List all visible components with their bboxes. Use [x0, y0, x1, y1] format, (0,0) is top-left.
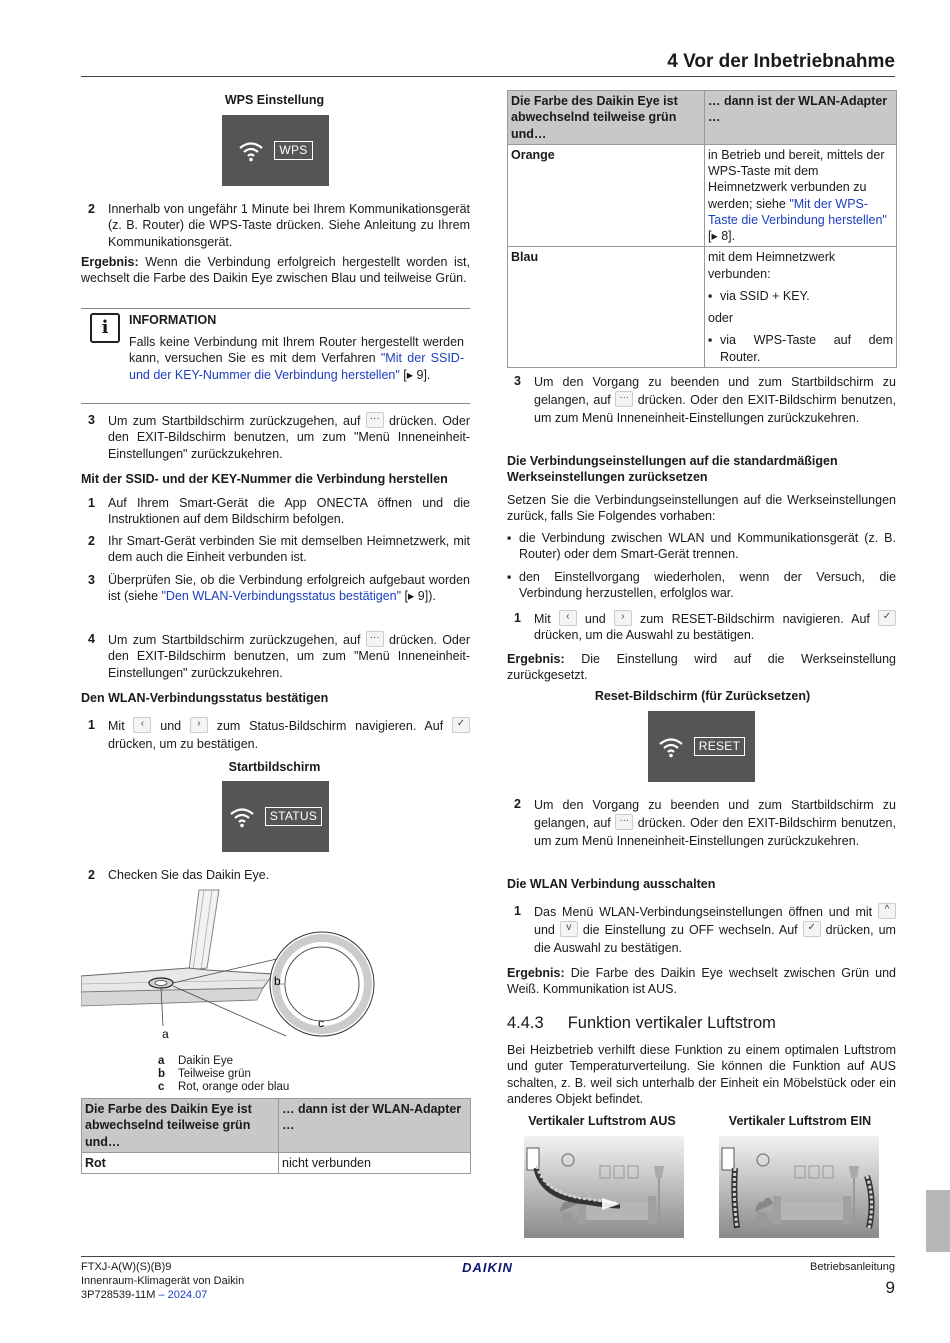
dots-icon[interactable]: ···: [615, 391, 633, 407]
down-arrow-icon[interactable]: v: [560, 921, 578, 937]
eye-color-table-right: [507, 90, 897, 368]
table-row: Rot nicht verbunden: [82, 1152, 471, 1173]
dots-icon[interactable]: ···: [615, 814, 633, 830]
figure-legend: [158, 1055, 289, 1095]
reset-intro: Setzen Sie die Verbindungseinstellungen auf die Werkseinstellungen zurück, falls Sie Folgendes vorhaben:: [507, 493, 896, 524]
reset-bullet: ▪ die Verbindung zwischen WLAN und Kommunikationsgerät (z. B. Router) oder dem Smart-Gerät trennen.: [507, 531, 896, 562]
info-title: INFORMATION: [129, 313, 217, 327]
status-step-2: 2 Checken Sie das Daikin Eye.: [88, 868, 270, 882]
check-icon[interactable]: ✓: [803, 921, 821, 937]
off-step-1: 1 Das Menü WLAN-Verbindungseinstellungen öffnen und mit ^ und v die Einstellung zu OFF wechseln. Auf ✓ drücken, um die Auswahl zu bestätigen.: [514, 904, 896, 956]
wps-display: [222, 115, 329, 186]
wifi-icon: [229, 806, 255, 828]
reset-step-2: 2 Um den Vorgang zu beenden und zum Startbildschirm zu gelangen, auf ··· drücken. Oder den EXIT-Bildschirm benutzen, um zum Menü Inneneinheit-Einstellungen zurückzukehren.: [514, 797, 896, 849]
legend-item: a Daikin Eye: [158, 1055, 233, 1067]
dots-icon[interactable]: ···: [366, 412, 384, 428]
airflow-on-caption: Vertikaler Luftstrom EIN: [728, 1114, 872, 1128]
status-label: STATUS: [265, 807, 322, 827]
info-link[interactable]: "Mit der SSID- und der KEY-Nummer die Verbindung herstellen": [129, 351, 464, 382]
airflow-off-illustration: [524, 1136, 684, 1238]
check-icon[interactable]: ✓: [878, 610, 896, 626]
eye-color-table-left: [81, 1098, 471, 1174]
table-header-row: Die Farbe des Daikin Eye ist abwechselnd teilweise grün und… … dann ist der WLAN-Adapter …: [508, 91, 897, 145]
section-heading: 4.4.3 Funktion vertikaler Luftstrom: [507, 1014, 776, 1032]
ssid-step-4: 4 Um zum Startbildschirm zurückzugehen, auf ··· drücken. Oder den EXIT-Bildschirm benutzen, um zum "Menü Inneneinheit-Einstellungen" zurückzukehren.: [88, 632, 470, 680]
table-row: Blau mit dem Heimnetzwerk verbunden: ▪ via SSID + KEY. oder ▪ via WPS-Taste auf dem Router.: [508, 247, 897, 368]
info-rule-top: [81, 308, 470, 309]
figure-label-b: b: [274, 974, 281, 988]
right-step-3: 3 Um den Vorgang zu beenden und zum Startbildschirm zu gelangen, auf ··· drücken. Oder den EXIT-Bildschirm benutzen, um zum Menü Inneneinheit-Einstellungen zurückzukehren.: [514, 374, 896, 426]
check-icon[interactable]: ✓: [452, 717, 470, 733]
right-arrow-icon[interactable]: ›: [190, 717, 208, 733]
status-step-1: 1 Mit ‹ und › zum Status-Bildschirm navigieren. Auf ✓ drücken, um zu bestätigen.: [81, 717, 470, 753]
ssid-step-1: 1 Auf Ihrem Smart-Gerät die App ONECTA öffnen und die Instruktionen auf dem Bildschirm befolgen.: [88, 496, 470, 527]
daikin-logo: DAIKIN: [462, 1260, 513, 1275]
table-row: Orange in Betrieb und bereit, mittels der WPS-Taste mit dem Heimnetzwerk verbunden zu werden; siehe "Mit der WPS-Taste die Verbindung herstellen" [▸ 8].: [508, 144, 897, 247]
result-reset: Ergebnis: Die Einstellung wird auf die Werkseinstellung zurückgesetzt.: [507, 652, 896, 683]
chapter-tab: [926, 1190, 950, 1252]
right-arrow-icon[interactable]: ›: [614, 610, 632, 626]
page-title: 4 Vor der Inbetriebnahme: [667, 51, 895, 72]
airflow-on-illustration: [719, 1136, 879, 1238]
legend-item: b Teilweise grün: [158, 1068, 251, 1081]
reset-bullet: ▪ den Einstellvorgang wiederholen, wenn der Versuch, die Verbindung herzustellen, erfolglos war.: [507, 570, 896, 601]
reset-heading: Die Verbindungseinstellungen auf die standardmäßigen Werkseinstellungen zurücksetzen: [507, 454, 838, 485]
reset-display: [648, 711, 755, 782]
info-rule-bottom: [81, 403, 470, 404]
wifi-icon: [658, 736, 684, 758]
header-rule: [81, 76, 895, 77]
off-heading: Die WLAN Verbindung ausschalten: [507, 877, 716, 891]
info-text: Falls keine Verbindung mit Ihrem Router hergestellt werden kann, versuchen Sie es mit dem Verfahren "Mit der SSID- und der KEY-Nummer die Verbindung herstellen" [▸ 9].: [129, 335, 464, 382]
footer-rule: [81, 1256, 895, 1257]
wps-label: WPS: [274, 141, 312, 161]
ssid-step-2: 2 Ihr Smart-Gerät verbinden Sie mit demselben Heimnetzwerk, mit dem auch die Einheit verbunden ist.: [88, 534, 470, 565]
page-number: 9: [885, 1277, 895, 1297]
section-text: Bei Heizbetrieb verhilft diese Funktion zu einem optimalen Luftstrom und guter Temperaturverteilung. Sie können die Funktion auf AUS schalten, z. B. weil sich unterhalb der Einheit ein Möbelstück oder ein anderes Objekt befindet.: [507, 1043, 896, 1106]
start-caption: Startbildschirm: [228, 760, 321, 774]
footer-right: Betriebsanleitung 9: [809, 1261, 895, 1297]
daikin-eye-figure: [81, 888, 391, 1048]
wps-step-2: 2 Innerhalb von ungefähr 1 Minute bei Ihrem Kommunikationsgerät (z. B. Router) die WPS-Taste drücken. Siehe Anleitung zu Ihrem Kommunikationsgerät.: [88, 202, 470, 249]
reset-label: RESET: [694, 737, 746, 757]
figure-label-a: a: [162, 1027, 169, 1041]
ssid-heading: Mit der SSID- und der KEY-Nummer die Verbindung herstellen: [81, 472, 448, 486]
status-link[interactable]: "Den WLAN-Verbindungsstatus bestätigen": [161, 589, 402, 604]
wps-link[interactable]: "Mit der WPS-Taste die Verbindung herstellen": [708, 196, 887, 227]
information-icon: i: [90, 313, 120, 343]
status-display: [222, 781, 329, 852]
reset-caption: Reset-Bildschirm (für Zurücksetzen): [594, 689, 811, 703]
wifi-icon: [238, 140, 264, 162]
table-header-row: Die Farbe des Daikin Eye ist abwechselnd teilweise grün und… … dann ist der WLAN-Adapter …: [82, 1099, 471, 1153]
result-off: Ergebnis: Die Farbe des Daikin Eye wechselt zwischen Grün und Weiß. Kommunikation ist AUS.: [507, 966, 896, 997]
dots-icon[interactable]: ···: [366, 631, 384, 647]
figure-label-c: c: [318, 1016, 324, 1030]
up-arrow-icon[interactable]: ^: [878, 903, 896, 919]
footer-left: FTXJ-A(W)(S)(B)9 Innenraum-Klimagerät von Daikin 3P728539-11M – 2024.07: [81, 1261, 245, 1301]
reset-step-1: 1 Mit ‹ und › zum RESET-Bildschirm navigieren. Auf ✓ drücken, um die Auswahl zu bestätigen.: [507, 610, 896, 644]
left-arrow-icon[interactable]: ‹: [133, 717, 151, 733]
ssid-step-3: 3 Überprüfen Sie, ob die Verbindung erfolgreich aufgebaut worden ist (siehe "Den WLAN-Verbindungsstatus bestätigen" [▸ 9]).: [88, 573, 470, 604]
result-wps: Ergebnis: Wenn die Verbindung erfolgreich hergestellt worden ist, wechselt die Farbe des Daikin Eye zwischen Blau und teilweise Grün.: [81, 255, 470, 286]
status-heading: Den WLAN-Verbindungsstatus bestätigen: [81, 691, 329, 705]
wps-step-3: 3 Um zum Startbildschirm zurückzugehen, auf ··· drücken. Oder den EXIT-Bildschirm benutzen, um zum "Menü Inneneinheit-Einstellungen" zurückzukehren.: [88, 413, 470, 461]
legend-item: c Rot, orange oder blau: [158, 1081, 290, 1094]
left-arrow-icon[interactable]: ‹: [559, 610, 577, 626]
airflow-off-caption: Vertikaler Luftstrom AUS: [528, 1114, 676, 1128]
wps-caption: WPS Einstellung: [224, 93, 325, 107]
